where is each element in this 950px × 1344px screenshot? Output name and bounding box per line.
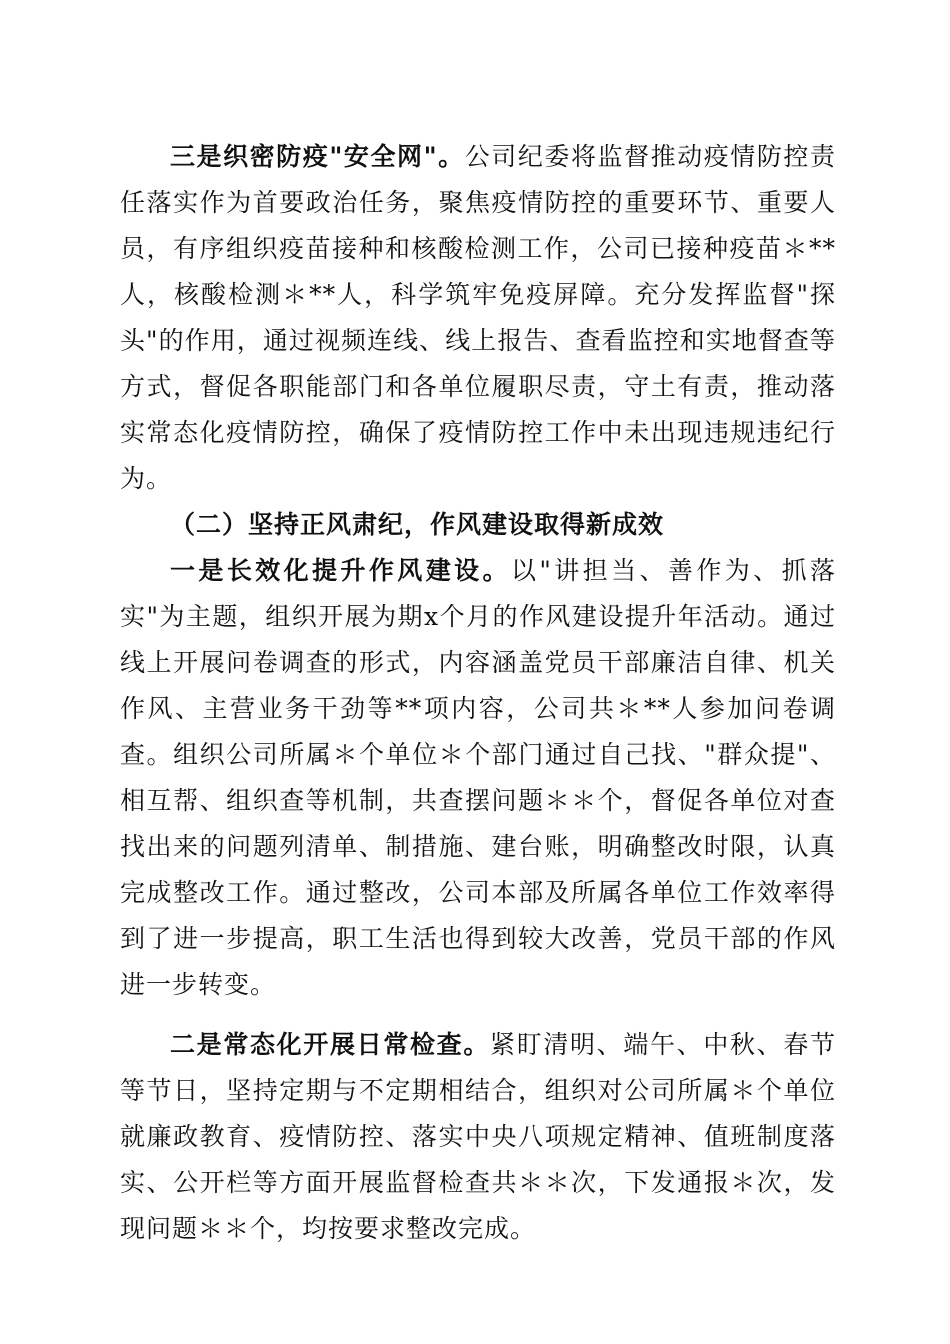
paragraph-work-style bbox=[120, 548, 836, 1008]
paragraph-lead: 一是长效化提升作风建设。 bbox=[170, 556, 511, 585]
paragraph-epidemic-safety-net bbox=[120, 134, 836, 502]
paragraph-text: 公司纪委将监督推动疫情防控责任落实作为首要政治任务，聚焦疫情防控的重要环节、重要人员，有序组织疫苗接种和核酸检测工作，公司已接种疫苗＊**人，核酸检测＊**人，科学筑牢免疫屏障。充分发挥监督"探头"的作用，通过视频连线、线上报告、查看监控和实地督查等方式，督促各职能部门和各单位履职尽责，守土有责，推动落实常态化疫情防控，确保了疫情防控工作中未出现违规违纪行为。 bbox=[120, 142, 836, 493]
section-heading: （二）坚持正风肃纪，作风建设取得新成效 bbox=[170, 510, 665, 539]
paragraph-lead: 三是织密防疫"安全网"。 bbox=[170, 142, 465, 171]
document-body bbox=[120, 134, 836, 1252]
paragraph-text: 紧盯清明、端午、中秋、春节等节日，坚持定期与不定期相结合，组织对公司所属＊个单位就廉政教育、疫情防控、落实中央八项规定精神、值班制度落实、公开栏等方面开展监督检查共＊＊次，下发通报＊次，发现问题＊＊个，均按要求整改完成。 bbox=[120, 1030, 836, 1243]
paragraph-lead: 二是常态化开展日常检查。 bbox=[170, 1030, 490, 1059]
paragraph-daily-inspection bbox=[120, 1022, 836, 1252]
paragraph-spacer bbox=[120, 1008, 836, 1022]
paragraph-text: 以"讲担当、善作为、抓落实"为主题，组织开展为期x个月的作风建设提升年活动。通过线上开展问卷调查的形式，内容涵盖党员干部廉洁自律、机关作风、主营业务干劲等**项内容，公司共＊**人参加问卷调查。组织公司所属＊个单位＊个部门通过自己找、"群众提"、相互帮、组织查等机制，共查摆问题＊＊个，督促各单位对查找出来的问题列清单、制措施、建台账，明确整改时限，认真完成整改工作。通过整改，公司本部及所属各单位工作效率得到了进一步提高，职工生活也得到较大改善，党员干部的作风进一步转变。 bbox=[120, 556, 836, 999]
